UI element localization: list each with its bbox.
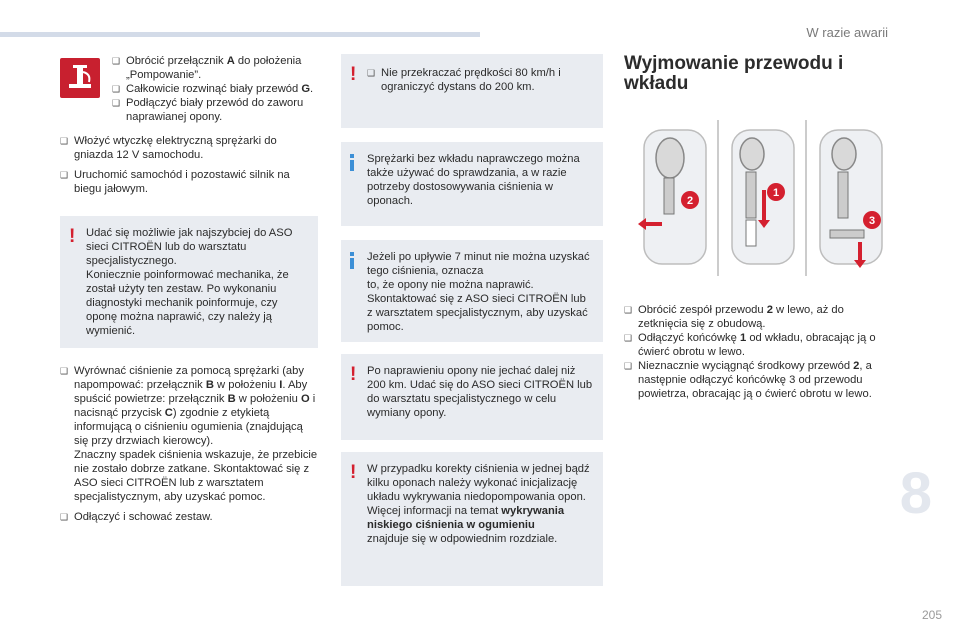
list-item: ❑ Odłączyć i schować zestaw. bbox=[60, 511, 213, 523]
list-item: ❑ Podłączyć biały przewód do zaworu naprawianej opony. bbox=[112, 97, 304, 123]
list-item: ❑ Nieznacznie wyciągnąć środkowy przewód 2, a następnie odłączyć końcówkę 3 od przewodu powietrza, obracając ją o ćwierć obrotu w lewo. bbox=[624, 360, 872, 400]
warning-box-initialization: ! W przypadku korekty ciśnienia w jednej bądź kilku oponach należy wykonać inicjalizację układu wykrywania niedopompowania opon. Więcej informacji na temat wykrywania niskiego ciśnienia w ogumieniu znajduje się w odpowiednim rozdziale. bbox=[341, 452, 603, 586]
column-middle bbox=[341, 54, 603, 586]
warning-exclamation-icon: ! bbox=[350, 462, 357, 483]
warning-exclamation-icon: ! bbox=[350, 364, 357, 385]
info-icon bbox=[350, 154, 354, 171]
svg-text:3: 3 bbox=[868, 215, 876, 227]
column-right bbox=[624, 54, 886, 401]
checkbox-bullet-icon: ❑ bbox=[60, 366, 69, 376]
checkbox-bullet-icon: ❑ bbox=[367, 68, 376, 78]
pressure-steps-list bbox=[60, 364, 318, 524]
header-accent-bar bbox=[0, 32, 480, 37]
info-box-compressor: Sprężarki bez wkładu naprawczego można także używać do sprawdzania, a w razie potrzeby dostosowywania ciśnienia w oponach. bbox=[341, 142, 603, 226]
list-item: ❑ Całkowicie rozwinąć biały przewód G. bbox=[112, 83, 314, 95]
checkbox-bullet-icon: ❑ bbox=[112, 84, 121, 94]
checkbox-bullet-icon: ❑ bbox=[624, 305, 633, 315]
checkbox-bullet-icon: ❑ bbox=[112, 98, 121, 108]
checkbox-bullet-icon: ❑ bbox=[624, 333, 633, 343]
list-item: ❑ Odłączyć końcówkę 1 od wkładu, obracając ją o ćwierć obrotu w lewo. bbox=[624, 332, 876, 358]
removal-steps-list bbox=[624, 303, 886, 401]
pump-steps-list bbox=[112, 54, 318, 124]
page-number: 205 bbox=[921, 608, 942, 622]
pump-instructions bbox=[60, 54, 318, 124]
hose-removal-illustration bbox=[624, 120, 886, 276]
list-item: ❑ Obrócić przełącznik A do położenia „Pompowanie”. bbox=[112, 55, 302, 81]
list-item: ❑ Uruchomić samochód i pozostawić silnik na biegu jałowym. bbox=[60, 169, 290, 195]
chapter-number: 8 bbox=[899, 461, 932, 526]
column-left bbox=[60, 54, 318, 524]
info-box-seven-minutes: Jeżeli po upływie 7 minut nie można uzyskać tego ciśnienia, oznacza to, że opony nie można naprawić. Skontaktować się z ASO sieci CITROËN lub z warsztatem specjalistycznym, aby uzyskać pomoc. bbox=[341, 240, 603, 342]
compressor-pump-icon bbox=[60, 58, 100, 98]
connect-steps-list bbox=[60, 134, 318, 196]
warning-box-speed bbox=[341, 54, 603, 128]
checkbox-bullet-icon: ❑ bbox=[112, 56, 121, 66]
list-item: ❑ Nie przekraczać prędkości 80 km/h i ograniczyć dystans do 200 km. bbox=[367, 67, 561, 93]
warning-box-garage: ! Udać się możliwie jak najszybciej do ASO sieci CITROËN lub do warsztatu specjalistycznego. Koniecznie poinformować mechanika, że został użyty ten zestaw. Po wykonaniu diagnostyki mechanik poinformuje, czy oponę można naprawić, czy należy ją wymienić. bbox=[60, 216, 318, 348]
svg-text:2: 2 bbox=[686, 195, 694, 207]
page-heading: Wyjmowanie przewodu i wkładu bbox=[624, 53, 844, 94]
list-item: ❑ Włożyć wtyczkę elektryczną sprężarki do gniazda 12 V samochodu. bbox=[60, 135, 277, 161]
svg-text:1: 1 bbox=[772, 187, 780, 199]
section-title: W razie awarii bbox=[806, 25, 888, 40]
warning-exclamation-icon: ! bbox=[350, 64, 357, 85]
info-icon bbox=[350, 252, 354, 269]
warning-box-distance: ! Po naprawieniu opony nie jechać dalej niż 200 km. Udać się do ASO sieci CITROËN lub do warsztatu specjalistycznego w celu wymiany opony. bbox=[341, 354, 603, 440]
checkbox-bullet-icon: ❑ bbox=[60, 512, 69, 522]
checkbox-bullet-icon: ❑ bbox=[60, 136, 69, 146]
checkbox-bullet-icon: ❑ bbox=[624, 361, 633, 371]
warning-exclamation-icon: ! bbox=[69, 226, 76, 247]
list-item: ❑ Obrócić zespół przewodu 2 w lewo, aż do zetknięcia się z obudową. bbox=[624, 304, 844, 330]
checkbox-bullet-icon: ❑ bbox=[60, 170, 69, 180]
list-item: ❑ Wyrównać ciśnienie za pomocą sprężarki (aby napompować: przełącznik B w położeniu I. Aby spuścić powietrze: przełącznik B w położeniu O i nacisnąć przycisk C) zgodnie z etykietą informującą o ciśnieniu ogumienia (znajdującą się przy drzwiach kierowcy). Znaczny spadek ciśnienia wskazuje, że przebicie nie zostało dobrze zatkane. Skontaktować się z ASO sieci CITROËN lub z warsztatem specjalistycznym, aby uzyskać pomoc. bbox=[60, 365, 318, 503]
